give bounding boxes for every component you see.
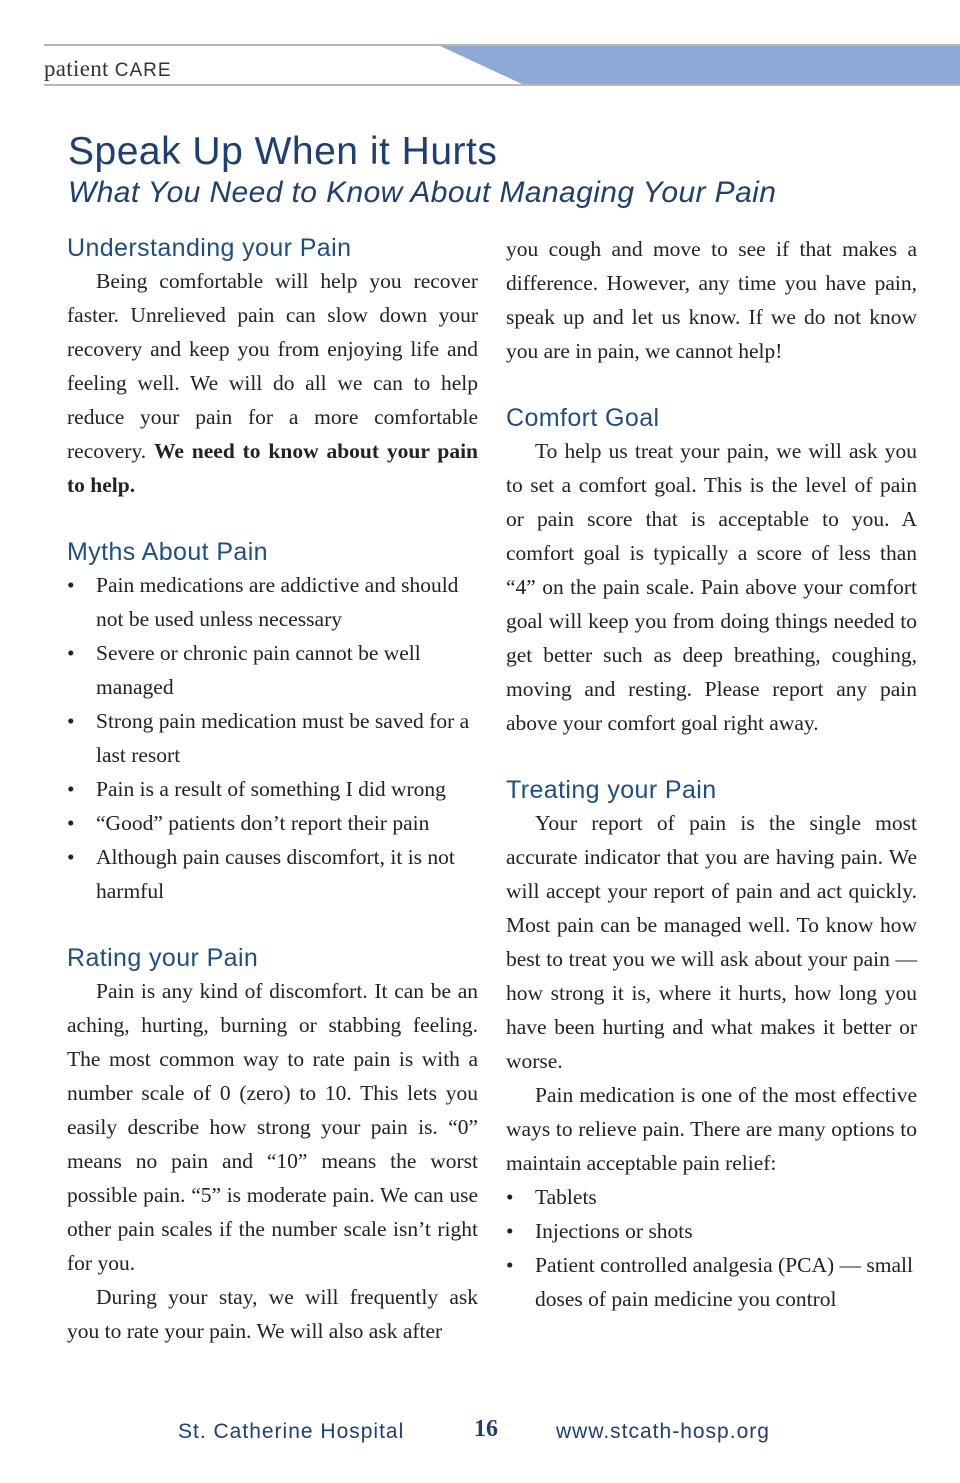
page-title: Speak Up When it Hurts	[68, 130, 498, 173]
header-rule-bottom	[44, 84, 960, 86]
footer-hospital-name: St. Catherine Hospital	[178, 1420, 405, 1443]
header-rule-top	[44, 44, 960, 46]
left-column	[67, 232, 478, 1348]
understanding-emphasis: We need to know about your pain to help.	[67, 439, 479, 497]
comfort-heading: Comfort Goal	[506, 404, 660, 432]
list-item: • Severe or chronic pain cannot be well managed	[67, 636, 478, 704]
list-item: • Although pain causes discomfort, it is not harmful	[67, 840, 478, 908]
rating-paragraph-2-tail: you cough and move to see if that makes a difference. However, any time you have pain, speak up and let us know. If we do not know you are in pain, we cannot help!	[506, 237, 917, 363]
section-label-word2: CARE	[114, 60, 172, 81]
understanding-heading: Understanding your Pain	[67, 234, 352, 262]
list-item: • Tablets	[506, 1180, 917, 1214]
section-label-word1: patient	[44, 56, 109, 81]
treating-paragraph-1: Your report of pain is the single most accurate indicator that you are having pain. We will accept your report of pain and act quickly. Most pain can be managed well. To know how best to treat you we will ask about your pain — how strong it is, where it hurts, how long you have been hurting and what makes it better or worse.	[506, 811, 917, 1073]
list-item: • “Good” patients don’t report their pain	[67, 806, 478, 840]
page-footer	[0, 1414, 960, 1454]
list-item: • Pain medications are addictive and should not be used unless necessary	[67, 568, 478, 636]
page-number: 16	[474, 1416, 498, 1442]
rating-paragraph-2-continued	[506, 232, 917, 368]
page-header	[0, 0, 960, 90]
treating-heading: Treating your Pain	[506, 776, 717, 804]
list-item: • Injections or shots	[506, 1214, 917, 1248]
list-item: • Pain is a result of something I did wrong	[67, 772, 478, 806]
understanding-body: Being comfortable will help you recover faster. Unrelieved pain can slow down your recovery and keep you from enjoying life and feeling well. We will do all we can to help reduce your pain for a more comfortable recovery.	[67, 269, 478, 463]
page-subtitle: What You Need to Know About Managing Your Pain	[68, 176, 777, 209]
rating-heading: Rating your Pain	[67, 944, 259, 972]
rating-paragraph-1: Pain is any kind of discomfort. It can be an aching, hurting, burning or stabbing feeling. The most common way to rate pain is with a number scale of 0 (zero) to 10. This lets you easily describe how strong your pain is. “0” means no pain and “10” means the worst possible pain. “5” is moderate pain. We can use other pain scales if the number scale isn’t right for you.	[67, 979, 478, 1275]
treating-list	[506, 1180, 917, 1316]
list-item: • Patient controlled analgesia (PCA) — small doses of pain medicine you control	[506, 1248, 917, 1316]
rating-paragraph-2: During your stay, we will frequently ask you to rate your pain. We will also ask after	[67, 1285, 478, 1343]
footer-url[interactable]: www.stcath-hosp.org	[556, 1420, 770, 1443]
list-item: • Strong pain medication must be saved for a last resort	[67, 704, 478, 772]
myths-heading: Myths About Pain	[67, 538, 268, 566]
section-label	[44, 56, 172, 82]
comfort-paragraph: To help us treat your pain, we will ask you to set a comfort goal. This is the level of pain or pain score that is acceptable to you. A comfort goal is typically a score of less than “4” on the pain scale. Pain above your comfort goal will keep you from doing things needed to get better such as deep breathing, coughing, moving and resting. Please report any pain above your comfort goal right away.	[506, 439, 917, 735]
myths-list	[67, 568, 478, 908]
understanding-paragraph	[67, 264, 478, 502]
right-column	[506, 232, 917, 1316]
treating-paragraph-2: Pain medication is one of the most effective ways to relieve pain. There are many options to maintain acceptable pain relief:	[506, 1083, 917, 1175]
